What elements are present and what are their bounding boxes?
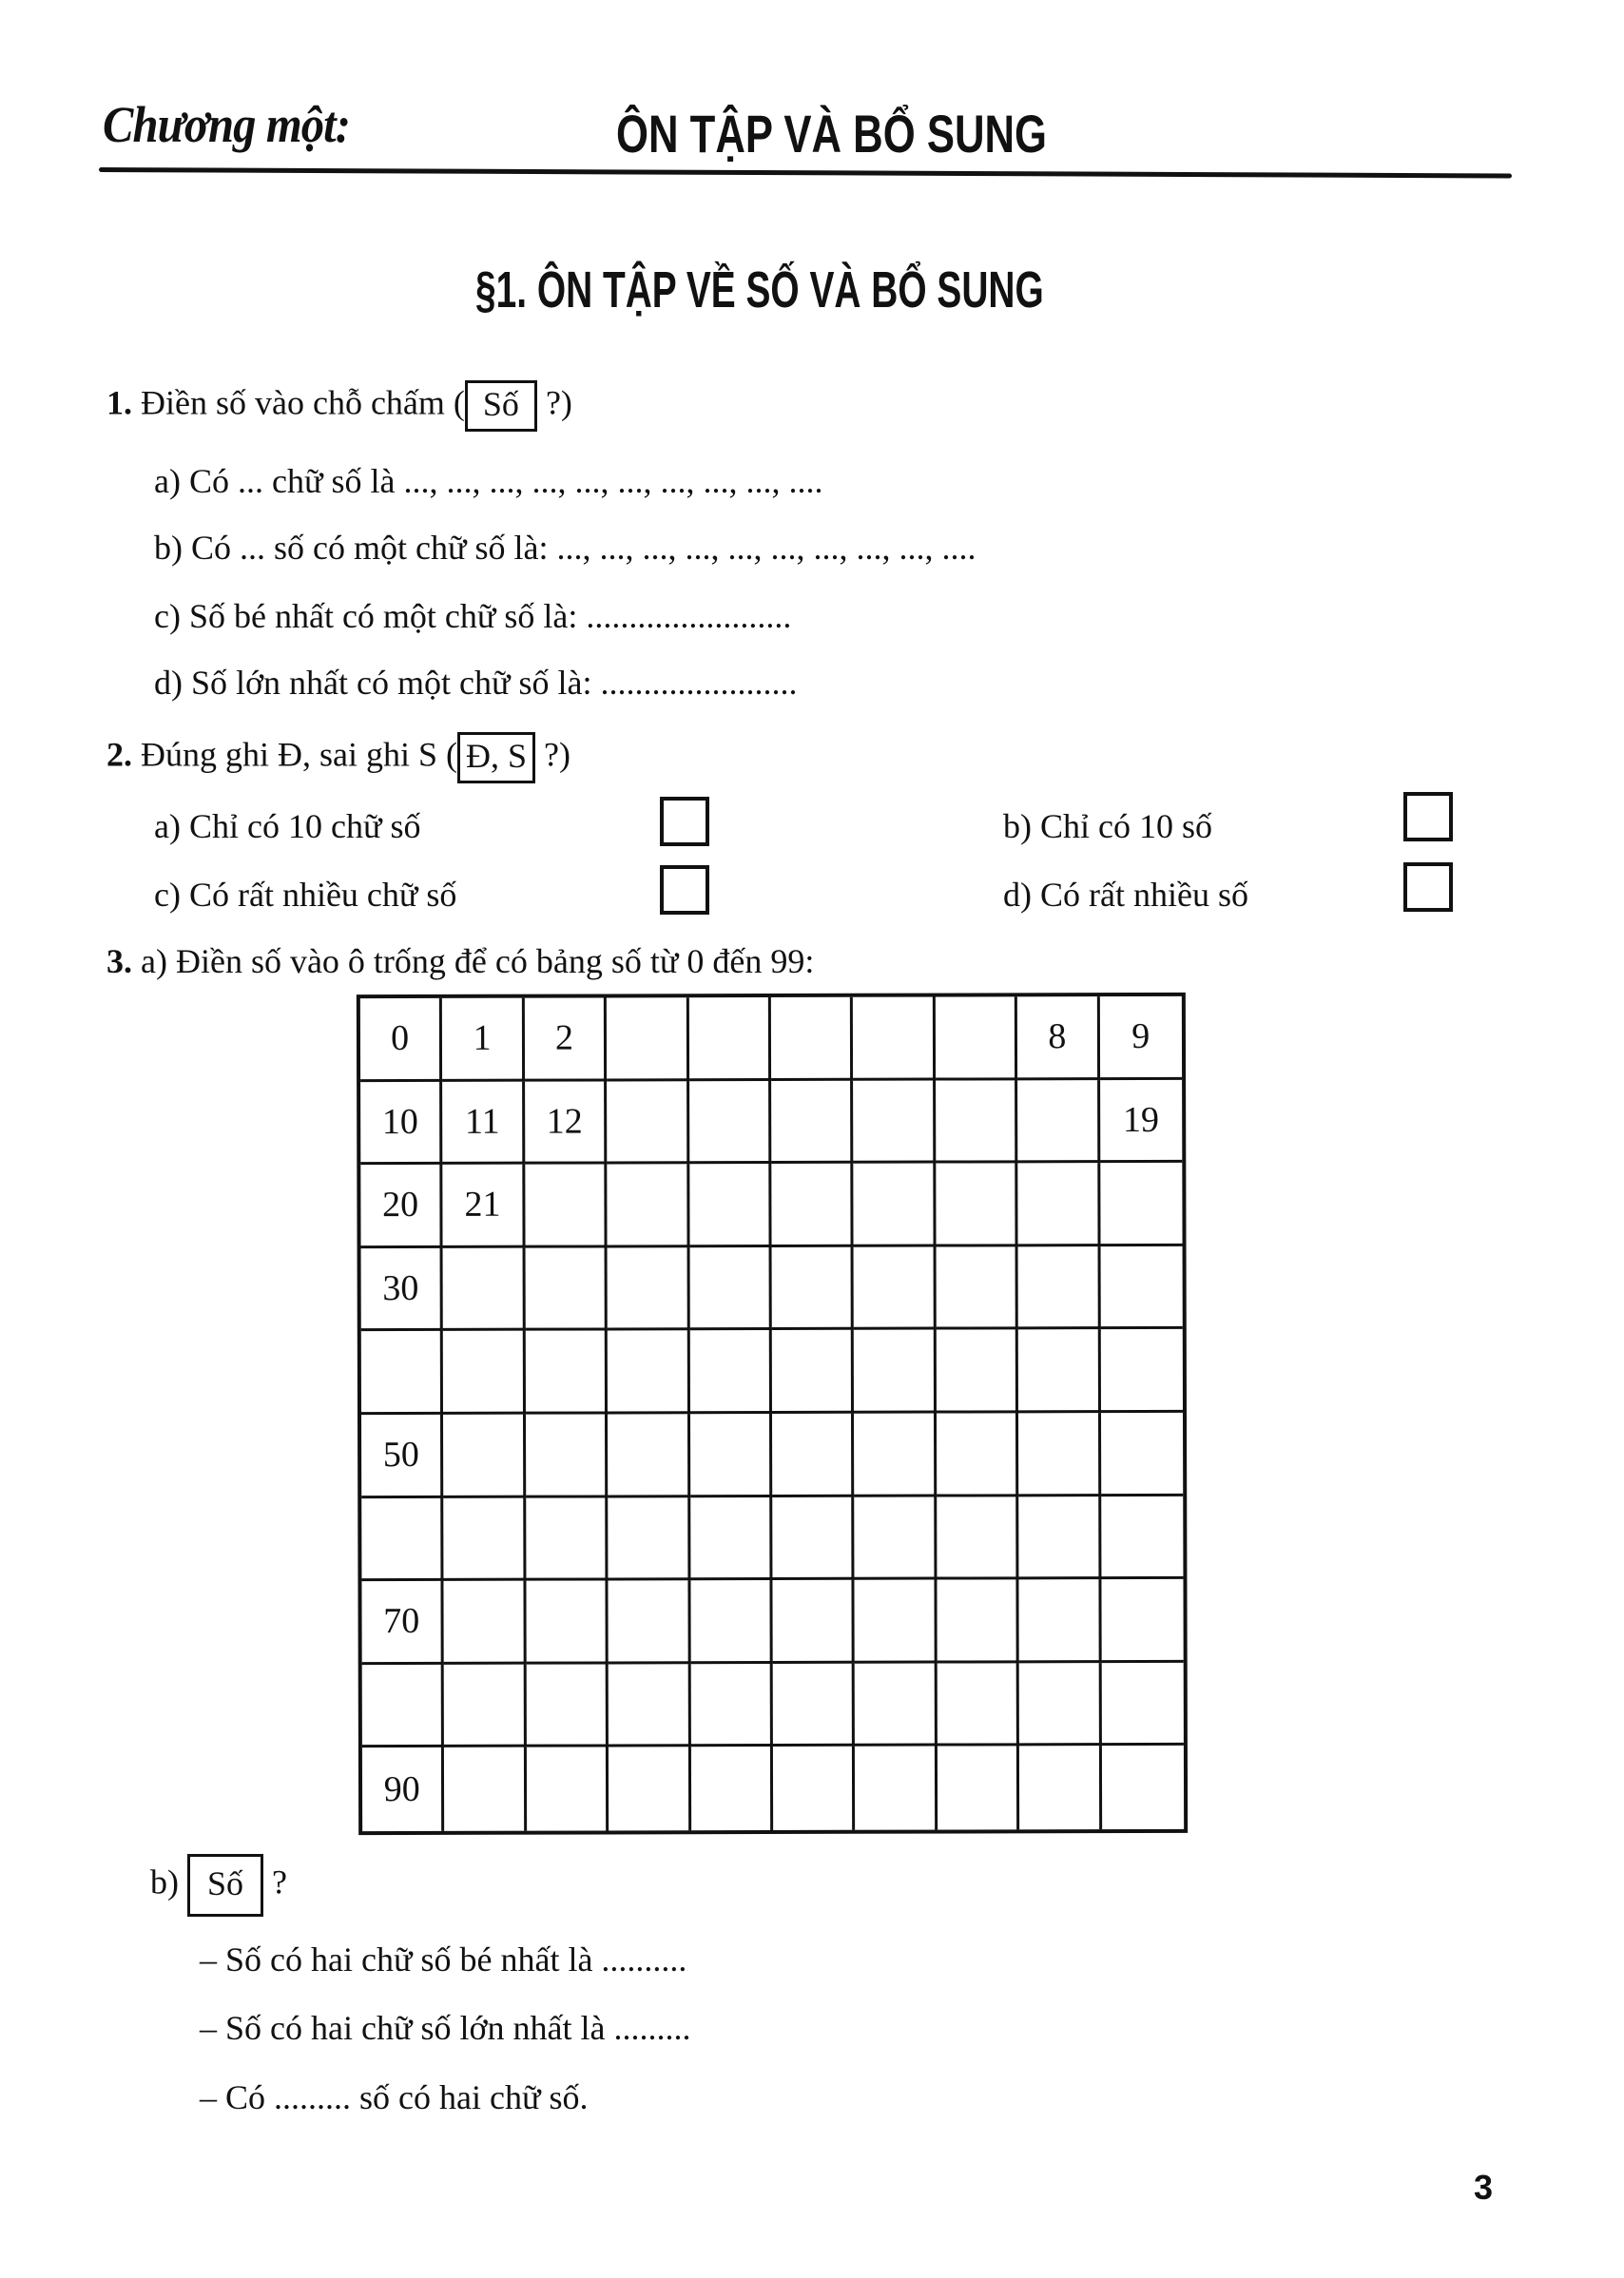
answer-box-d[interactable] [1403, 862, 1453, 912]
exercise-1-item-d[interactable]: d) Số lớn nhất có một chữ số là: ....................... [154, 664, 798, 702]
grid-cell[interactable] [1018, 1246, 1101, 1330]
grid-cell[interactable] [936, 1164, 1018, 1247]
grid-cell[interactable] [527, 1747, 609, 1831]
exercise-3b-item-1[interactable]: – Số có hai chữ số bé nhất là .......... [200, 1940, 687, 1979]
exercise-2-prompt: 2. Đúng ghi Đ, sai ghi S ( Đ, S ?) [106, 732, 570, 783]
grid-cell[interactable] [936, 996, 1018, 1080]
grid-cell[interactable] [444, 1664, 527, 1747]
grid-cell[interactable] [1100, 1246, 1183, 1330]
grid-cell[interactable] [1100, 1163, 1183, 1246]
grid-cell[interactable] [690, 1414, 773, 1497]
boxed-label: Số [465, 380, 537, 432]
grid-cell[interactable] [855, 1663, 938, 1747]
exercise-number: 3. [106, 942, 132, 980]
grid-cell[interactable] [608, 1414, 690, 1497]
grid-cell[interactable] [1019, 1579, 1102, 1663]
exercise-1-item-a[interactable]: a) Có ... chữ số là ..., ..., ..., ..., ..., ..., ..., ..., ..., .... [154, 462, 823, 500]
grid-cell[interactable] [690, 1580, 773, 1664]
grid-cell[interactable] [525, 1165, 608, 1248]
grid-cell[interactable] [607, 997, 689, 1081]
grid-cell[interactable] [609, 1664, 691, 1747]
grid-cell[interactable] [1101, 1496, 1184, 1579]
section-title: §1. ÔN TẬP VỀ SỐ VÀ BỔ SUNG [475, 261, 1044, 319]
grid-cell[interactable] [607, 1081, 689, 1165]
grid-cell[interactable] [691, 1747, 774, 1830]
grid-cell[interactable] [1017, 1163, 1100, 1246]
grid-cell[interactable] [525, 1247, 608, 1331]
exercise-2-item-d: d) Có rất nhiều số [1003, 876, 1248, 914]
exercise-2-item-b: b) Chỉ có 10 số [1003, 807, 1212, 845]
grid-cell[interactable] [443, 1331, 526, 1415]
grid-cell: 70 [361, 1581, 444, 1665]
answer-box-b[interactable] [1403, 792, 1453, 841]
exercise-1-item-b[interactable]: b) Có ... số có một chữ số là: ..., ..., ..., ..., ..., ..., ..., ..., ..., .... [154, 529, 976, 567]
exercise-2-item-a: a) Chỉ có 10 chữ số [154, 807, 421, 845]
grid-cell[interactable] [608, 1164, 690, 1247]
grid-cell[interactable] [362, 1665, 445, 1748]
grid-cell[interactable] [443, 1247, 526, 1331]
grid-cell: 20 [360, 1165, 443, 1248]
grid-cell[interactable] [937, 1580, 1019, 1664]
grid-cell[interactable] [853, 1080, 936, 1164]
grid-cell[interactable] [771, 997, 854, 1081]
chapter-divider [99, 167, 1512, 178]
grid-cell[interactable] [526, 1331, 609, 1415]
grid-cell[interactable] [609, 1747, 691, 1831]
grid-cell: 9 [1099, 996, 1182, 1080]
grid-cell[interactable] [526, 1581, 609, 1665]
grid-cell[interactable] [688, 997, 771, 1081]
exercise-2-item-c: c) Có rất nhiều chữ số [154, 876, 457, 914]
grid-cell[interactable] [443, 1415, 526, 1498]
grid-cell[interactable] [772, 1496, 855, 1580]
grid-cell[interactable] [938, 1747, 1020, 1830]
grid-cell[interactable] [361, 1497, 444, 1581]
number-table-0-99 [357, 993, 1188, 1835]
page-number: 3 [1474, 2168, 1494, 2207]
grid-cell[interactable] [773, 1747, 856, 1830]
grid-cell[interactable] [854, 1164, 937, 1247]
grid-cell[interactable] [854, 1330, 937, 1414]
grid-cell[interactable] [1101, 1413, 1184, 1496]
grid-cell[interactable] [1019, 1663, 1102, 1747]
grid-cell[interactable] [444, 1581, 527, 1665]
grid-cell: 8 [1017, 996, 1100, 1080]
grid-cell[interactable] [936, 1246, 1018, 1330]
grid-cell[interactable] [689, 1247, 772, 1331]
grid-cell[interactable] [937, 1663, 1019, 1747]
chapter-title: ÔN TẬP VÀ BỔ SUNG [616, 104, 1048, 164]
grid-cell[interactable] [444, 1747, 527, 1831]
grid-cell[interactable] [1018, 1496, 1101, 1580]
answer-box-a[interactable] [660, 797, 709, 846]
exercise-1-item-c[interactable]: c) Số bé nhất có một chữ số là: ........................ [154, 597, 792, 635]
grid-cell[interactable] [608, 1247, 690, 1331]
grid-cell[interactable] [855, 1580, 938, 1664]
grid-cell[interactable] [936, 1080, 1018, 1164]
exercise-number: 1. [106, 383, 132, 422]
grid-cell[interactable] [608, 1497, 690, 1581]
grid-cell[interactable] [1019, 1746, 1102, 1829]
grid-cell[interactable] [608, 1331, 690, 1415]
grid-cell[interactable] [526, 1497, 609, 1581]
grid-cell[interactable] [772, 1414, 855, 1497]
grid-cell[interactable] [771, 1080, 854, 1164]
grid-cell: 50 [361, 1415, 444, 1498]
grid-cell[interactable] [690, 1664, 773, 1747]
grid-cell[interactable] [937, 1496, 1019, 1580]
grid-cell: 0 [360, 998, 443, 1082]
grid-cell[interactable] [772, 1580, 855, 1664]
grid-cell: 11 [442, 1081, 525, 1165]
grid-cell: 90 [362, 1747, 445, 1831]
grid-cell[interactable] [1018, 1329, 1101, 1413]
grid-cell[interactable] [689, 1164, 772, 1247]
grid-cell[interactable] [526, 1664, 609, 1747]
grid-cell[interactable] [1017, 1080, 1100, 1164]
grid-cell: 30 [361, 1248, 444, 1332]
grid-cell[interactable] [444, 1497, 527, 1581]
grid-cell[interactable] [1018, 1413, 1101, 1496]
grid-cell[interactable] [854, 1414, 937, 1497]
grid-cell: 2 [525, 997, 608, 1081]
grid-cell: 21 [443, 1165, 526, 1248]
grid-cell[interactable] [773, 1664, 856, 1747]
exercise-3b-prompt: b) Số ? [150, 1854, 287, 1917]
chapter-label: Chương một: [103, 96, 351, 153]
grid-cell[interactable] [853, 997, 936, 1081]
grid-cell[interactable] [772, 1247, 855, 1331]
exercise-number: 2. [106, 735, 132, 774]
grid-cell[interactable] [771, 1164, 854, 1247]
grid-cell[interactable] [937, 1330, 1019, 1414]
grid-cell[interactable] [1102, 1746, 1185, 1829]
exercise-3b-item-3[interactable]: – Có ......... số có hai chữ số. [200, 2078, 589, 2116]
grid-cell[interactable] [855, 1747, 938, 1830]
grid-cell[interactable] [937, 1413, 1019, 1496]
boxed-label: Số [187, 1854, 263, 1917]
grid-cell: 1 [442, 998, 525, 1082]
grid-cell[interactable] [1101, 1579, 1184, 1663]
answer-box-c[interactable] [660, 865, 709, 915]
grid-cell: 10 [360, 1081, 443, 1165]
grid-cell[interactable] [361, 1331, 444, 1415]
grid-cell[interactable] [690, 1497, 773, 1581]
grid-cell[interactable] [1101, 1663, 1184, 1747]
grid-cell[interactable] [609, 1580, 691, 1664]
grid-cell[interactable] [689, 1081, 772, 1165]
exercise-3-prompt: 3. a) Điền số vào ô trống để có bảng số từ 0 đến 99: [106, 942, 815, 980]
grid-cell[interactable] [854, 1246, 937, 1330]
grid-cell[interactable] [772, 1330, 855, 1414]
boxed-label: Đ, S [457, 732, 535, 783]
grid-cell[interactable] [855, 1496, 938, 1580]
grid-cell[interactable] [526, 1414, 609, 1497]
grid-cell: 19 [1100, 1079, 1183, 1163]
grid-cell[interactable] [689, 1330, 772, 1414]
grid-cell: 12 [525, 1081, 608, 1165]
exercise-1-prompt: 1. Điền số vào chỗ chấm ( Số ?) [106, 380, 572, 432]
exercise-3b-item-2[interactable]: – Số có hai chữ số lớn nhất là ......... [200, 2009, 691, 2047]
grid-cell[interactable] [1100, 1329, 1183, 1413]
